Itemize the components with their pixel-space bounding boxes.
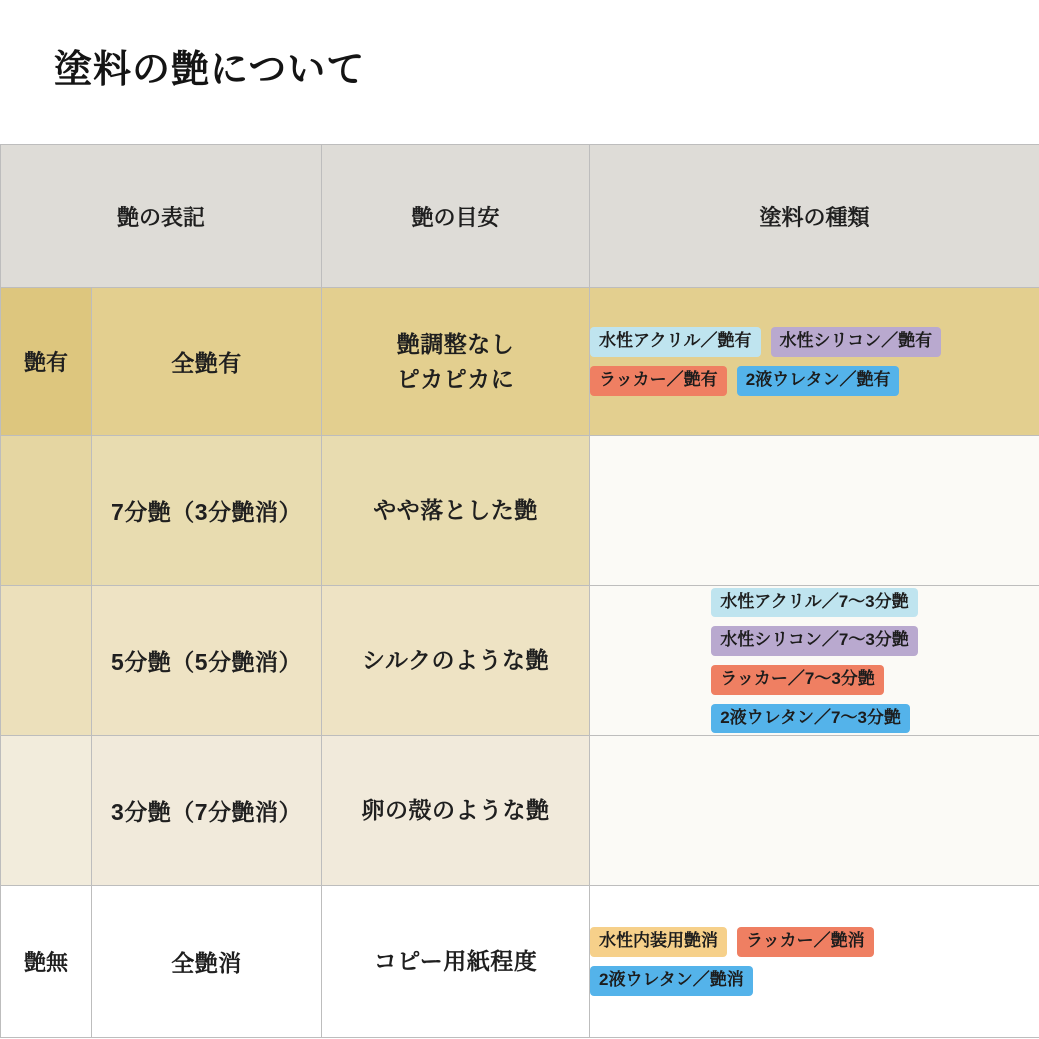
paint-tag: 2液ウレタン／艶消: [590, 966, 753, 996]
gloss-notation-label: 5分艶（5分艶消）: [92, 586, 322, 736]
paint-tag-list: [590, 927, 1039, 995]
gloss-group-label: 艶有: [1, 288, 92, 436]
paint-tag: ラッカー／7〜3分艶: [711, 665, 884, 695]
paint-tag: 水性シリコン／艶有: [771, 327, 942, 357]
table-row: [1, 736, 1039, 886]
gloss-guide-text: やや落とした艶: [322, 436, 590, 586]
paint-types-cell: [590, 288, 1039, 436]
page-title: 塗料の艶について: [54, 49, 366, 91]
gloss-guide-line2: ピカピカに: [396, 365, 515, 392]
paint-tag: ラッカー／艶有: [590, 366, 727, 396]
paint-tag: 水性アクリル／7〜3分艶: [711, 588, 917, 618]
gloss-notation-label: 全艶消: [92, 886, 322, 1038]
gloss-guide-text: 卵の殻のような艶: [322, 736, 590, 886]
column-header-types: 塗料の種類: [590, 145, 1039, 288]
table-header: [1, 145, 1039, 288]
table-row: [1, 436, 1039, 586]
paint-tag: 2液ウレタン／艶有: [737, 366, 900, 396]
gloss-table: [0, 144, 1039, 1038]
table-row: [1, 288, 1039, 436]
paint-tag: 水性アクリル／艶有: [590, 327, 761, 357]
gloss-guide-line1: 艶調整なし: [396, 331, 515, 357]
paint-tag: 水性内装用艶消: [590, 927, 727, 957]
paint-types-cell: [590, 736, 1039, 886]
paint-tag-list: [590, 588, 1039, 734]
paint-tag: 水性シリコン／7〜3分艶: [711, 626, 918, 656]
gloss-group-label: [1, 586, 92, 736]
column-header-notation: 艶の表記: [1, 145, 322, 288]
paint-tag-list: [590, 327, 1039, 395]
gloss-notation-label: 7分艶（3分艶消）: [92, 436, 322, 586]
gloss-guide-text: [322, 288, 590, 436]
table-row: [1, 886, 1039, 1038]
table-row: [1, 586, 1039, 736]
table-body: [1, 288, 1039, 1038]
paint-tag: ラッカー／艶消: [737, 927, 874, 957]
paint-tag: 2液ウレタン／7〜3分艶: [711, 704, 910, 734]
gloss-notation-label: 3分艶（7分艶消）: [92, 736, 322, 886]
paint-types-cell: [590, 886, 1039, 1038]
gloss-group-label: [1, 436, 92, 586]
gloss-guide-text: コピー用紙程度: [322, 886, 590, 1038]
gloss-group-label: [1, 736, 92, 886]
gloss-notation-label: 全艶有: [92, 288, 322, 436]
column-header-guide: 艶の目安: [322, 145, 590, 288]
paint-types-cell: [590, 436, 1039, 586]
gloss-group-label: 艶無: [1, 886, 92, 1038]
paint-types-cell: [590, 586, 1039, 736]
gloss-guide-text: シルクのような艶: [322, 586, 590, 736]
table-header-row: [1, 145, 1039, 288]
